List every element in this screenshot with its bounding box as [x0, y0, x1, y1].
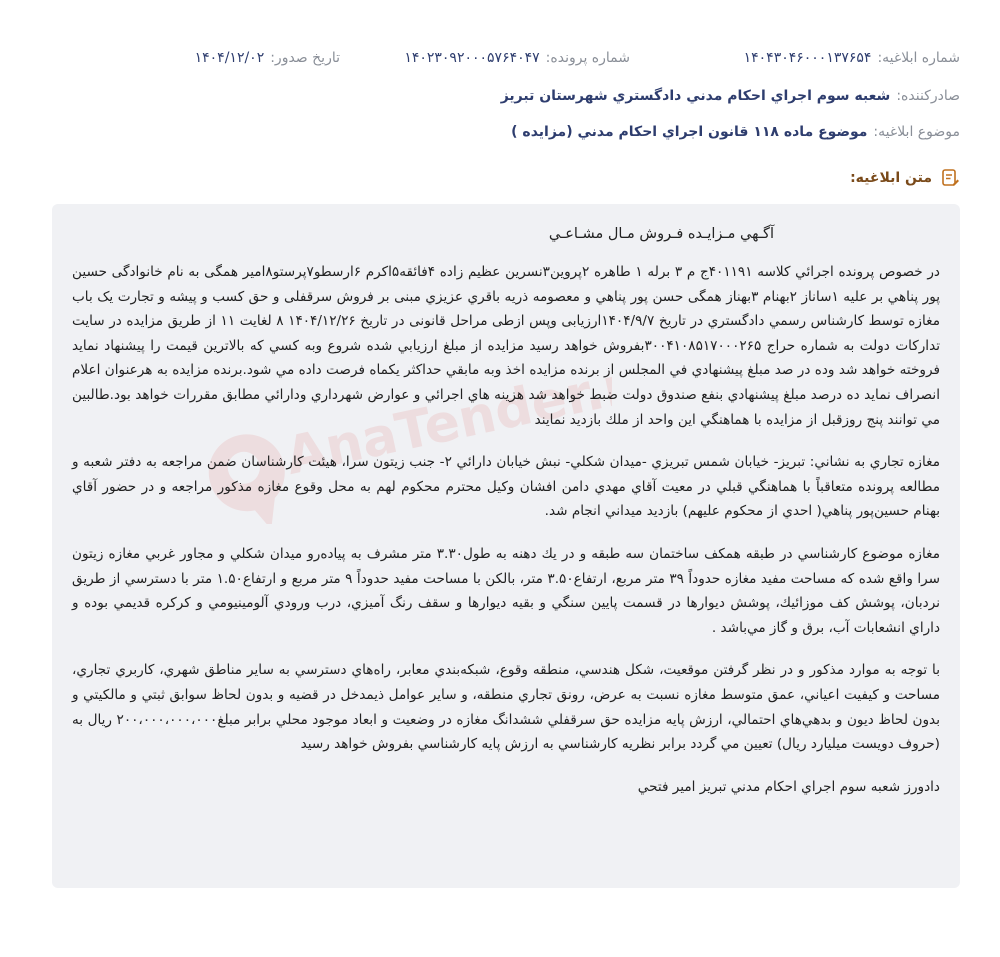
issue-date-label: تاریخ صدور:: [270, 50, 340, 66]
notice-title: آگـهي مـزايـده فـروش مـال مشـاعـي: [548, 226, 774, 242]
issuer-row: [40, 84, 960, 108]
notice-paragraph: مغازه موضوع كارشناسي در طبقه همكف ساختمان سه طبقه و در يك دهنه به طول۳.۳۰ متر مشرف به پياده‌رو ميدان شكلي و مجاور غربي مغازه زيتون سرا واقع شده كه مساحت مفيد مغازه حدوداً ۳۹ متر مربع، ارتفاع۳.۵۰ متر، بالكن با مساحت مفيد حدوداً ۹ متر مربع و ارتفاع۱.۵۰ متر با دسترسي از طريق نردبان، پوشش كف موزائيك، پوشش ديوارها در قسمت پايين سنگي و بقيه ديوارها و سقف رنگ آميزي، درب ورودي آلومينيومي و كركره قديمي بوده و داراي انشعابات آب، برق و گاز مي‌باشد .: [72, 545, 940, 636]
notice-paragraph: با توجه به موارد مذكور و در نظر گرفتن موقعيت، شكل هندسي، منطقه وقوع، شبكه‌بندي معابر، راه‌هاي دسترسي به ساير مناطق شهري، كاربري تجاري، مساحت و كيفيت اعياني، عمق متوسط مغازه نسبت به عرض، رونق تجاري منطقه، و ساير عوامل ذيمدخل در قضيه و بدون لحاظ سوابق ثبتي و مالكيتي و بدون لحاظ ديون و بدهي‌هاي احتمالي، ارزش پايه مزايده حق سرقفلي ششدانگ مغازه در وضعيت و ابعاد موجود محلي برابر مبلغ۲۰۰،۰۰۰،۰۰۰،۰۰۰ ريال به (حروف دويست ميليارد ريال) تعيين مي گردد برابر نظريه كارشناسي به ارزش پايه كارشناسي بفروش خواهد رسيد: [72, 662, 940, 753]
notice-signature: دادورز شعبه سوم اجراي احكام مدني تبريز امير فتحي: [637, 778, 940, 795]
notice-paragraphs: [72, 260, 940, 817]
case-number-label: شماره پرونده:: [545, 50, 630, 66]
document-edit-icon: [940, 168, 960, 188]
case-number-field: [404, 50, 630, 66]
subject-value: موضوع ماده ۱۱۸ قانون اجراي احكام مدني (مزايده ): [511, 124, 868, 140]
notice-body-box: [52, 204, 960, 888]
notice-paragraph: مغازه تجاري به نشاني: تبريز- خيابان شمس تبريزي -ميدان شكلي- نبش خيابان دارائي ۲- جنب زيتون سرا، هيئت كارشناسان ضمن مراجعه به دفتر شعبه و مطالعه پرونده متعاقباً با هماهنگي قبلي در معيت آقاي مهدي دامن افشان وكيل محترم محكوم لهم به محل وقوع مغازه مذكور مراجعه و در حضور آقاي بهنام حسين‌پور پناهي( احدي از محكوم عليهم) بازديد ميداني انجام شد.: [72, 454, 940, 520]
notice-text-heading-label: متن ابلاغیه:: [850, 170, 932, 186]
issuer-value: شعبه سوم اجراي احكام مدني دادگستري شهرستان تبريز: [500, 88, 891, 104]
issue-date-field: [195, 50, 340, 66]
subject-row: [40, 120, 960, 144]
notice-paragraph: در خصوص پرونده اجرائي كلاسه ۴۰۱۱۹۱ج م ۳ برله ۱ طاهره ۲پروين۳نسرين عظيم زاده ۴فائقه۵اكرم ۶ارسطو۷پرستو۸امير همگی به نام خانوادگی حسين پور پناهي بر عليه ۱ساناز ۲بهنام ۳بهناز همگی حسن پور پناهي و معصومه ذريه باقري عزيزي مبنی بر فروش سرقفلی و حق كسب و پيشه و تجارت يک باب مغازه توسط كارشناس رسمي دادگستري در تاريخ ۱۴۰۴/۹/۷ارزيابی وپس ازطی مراحل قانونی در تاريخ ۱۴۰۴/۱۲/۲۶ ۸ لغايت ۱۱ از طريق مزايده در سايت تداركات دولت به شماره حراج ۳۰۰۴۱۰۸۵۱۷۰۰۰۲۶۵بفروش خواهد رسيد مزايده از مبلغ ارزيابي شده شروع وبه كسي كه بالاترين قيمت را پيشنهاد نمايد فروخته خواهد شد وده در صد مبلغ پيشنهادي في المجلس از برنده مزايده اخذ وبه مابقي حداكثر يكماه فرصت داده مي شود.برنده مزايده به هرعنوان اعلام انصراف نمايد ده درصد مبلغ پيشنهادي بنفع صندوق دولت ضبط خواهد شد هزينه هاي اجرائي و عوارض شهرداري ودارائي مطابق مقررات خواهد بود.طالبين مي توانند پنج روزقبل از مزايده با هماهنگي اين واحد از ملك بازديد نمايند: [72, 264, 941, 428]
notice-number-value: ۱۴۰۴۳۰۴۶۰۰۰۱۳۷۶۵۴: [743, 50, 872, 66]
issuer-label: صادرکننده:: [896, 88, 960, 104]
case-number-value: ۱۴۰۲۳۰۹۲۰۰۰۵۷۶۴۰۴۷: [404, 50, 540, 66]
notice-text-heading: [850, 168, 960, 188]
notice-number-label: شماره ابلاغیه:: [877, 50, 960, 66]
header-numbers-row: [40, 46, 960, 70]
issue-date-value: ۱۴۰۴/۱۲/۰۲: [194, 50, 265, 66]
watermark-text: AnaTender.net: [280, 340, 612, 487]
notice-number-field: [744, 50, 960, 66]
subject-label: موضوع ابلاغیه:: [873, 124, 960, 140]
